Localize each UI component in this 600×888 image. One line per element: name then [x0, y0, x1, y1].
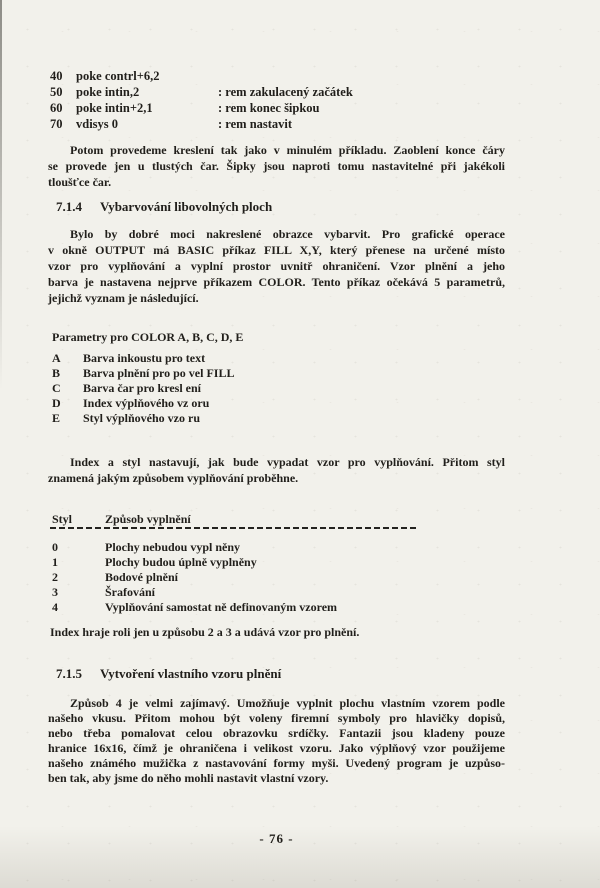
paragraph-line: ben tak, aby jsme do něho mohli nastavit vlastní vzory.	[48, 771, 329, 785]
style-value: 3	[52, 585, 58, 599]
param-key: D	[52, 396, 61, 410]
paragraph-line: barva je nastavena nejprve příkazem COLOR. Tento příkaz očekává 5 parametrů,	[48, 275, 505, 289]
param-desc: Barva čar pro kresl ení	[83, 381, 201, 395]
table-row	[52, 600, 492, 615]
param-key: C	[52, 381, 61, 395]
style-desc: Plochy budou úplně vyplněny	[105, 555, 257, 569]
code-line	[50, 84, 520, 100]
paragraph-line: tloušťce čar.	[48, 175, 112, 189]
code-comment: : rem zakulacený začátek	[218, 85, 353, 99]
scan-edge-shadow	[0, 0, 2, 390]
style-value: 0	[52, 540, 58, 554]
paragraph-line: vzor pro vyplňování a vyplní prostor uvnitř ohraničení. Vzor plnění a jeho	[48, 259, 505, 273]
param-desc: Barva inkoustu pro text	[83, 351, 206, 365]
paragraph-line: Bylo by dobré moci nakreslené obrazce vybarvit. Pro grafické operace	[70, 227, 505, 241]
code-line	[50, 68, 520, 84]
paragraph-line: Způsob 4 je velmi zajímavý. Umožňuje vyplnit plochu vlastním vzorem podle	[70, 696, 505, 710]
list-item	[52, 366, 472, 381]
table-row	[52, 570, 492, 585]
table-row	[52, 555, 492, 570]
style-desc: Vyplňování samostat ně definovaným vzorem	[105, 600, 338, 614]
list-item	[52, 396, 472, 411]
column-header-styl: Styl	[52, 512, 73, 526]
paragraph-line: Potom provedeme kreslení tak jako v minulém příkladu. Zaoblení konce čáry	[70, 143, 505, 157]
paragraph-line: jejichž vyznam je následující.	[48, 291, 199, 305]
param-desc: Barva plnění pro po vel FILL	[83, 366, 235, 380]
code-comment: : rem konec šipkou	[218, 101, 320, 115]
code-statement: poke intin,2	[76, 85, 140, 99]
paragraph-line: se provede jen u tlustých čar. Šipky jsou naproti tomu nastavitelné při jakékoli	[48, 159, 505, 173]
code-comment	[218, 68, 520, 84]
list-item	[52, 381, 472, 396]
code-line-number: 70	[50, 117, 63, 131]
code-line	[50, 100, 520, 116]
page-number: - 76 -	[259, 831, 294, 846]
dashed-divider	[50, 527, 418, 529]
code-statement: vdisys 0	[76, 117, 119, 131]
style-value: 1	[52, 555, 58, 569]
table-row	[52, 585, 492, 600]
style-desc: Bodové plnění	[105, 570, 179, 584]
style-value: 4	[52, 600, 58, 614]
section-heading-714	[56, 199, 496, 215]
color-params-list	[52, 351, 472, 426]
section-number: 7.1.5	[56, 666, 82, 681]
section-number: 7.1.4	[56, 199, 82, 214]
param-key: E	[52, 411, 61, 425]
section-heading-715	[56, 666, 496, 682]
list-item	[52, 411, 472, 426]
param-desc: Styl výplňového vzo ru	[83, 411, 201, 425]
param-desc: Index výplňového vz oru	[83, 396, 210, 410]
style-desc: Šrafování	[105, 585, 156, 599]
table-row	[52, 540, 492, 555]
paragraph-line: našeho vkusu. Přitom mohou být voleny firemní symboly pro hlavičky dopisů,	[48, 711, 505, 725]
paragraph-line: našeho známého mužička z nastavování formy myši. Uvedený program je uzpůso-	[48, 756, 505, 770]
paragraph-drawing	[48, 142, 505, 190]
code-line-number: 50	[50, 85, 63, 99]
style-table-header	[52, 511, 472, 527]
paragraph-line: znamená jakým způsobem vyplňování proběhne.	[48, 471, 299, 485]
paragraph-line: hranice 16x16, čímž je ohraničena i velikost vzoru. Jako výplňový vzor použijeme	[48, 741, 505, 755]
style-value: 2	[52, 570, 58, 584]
code-line	[50, 116, 520, 132]
code-line-number: 40	[50, 69, 63, 83]
code-line-number: 60	[50, 101, 63, 115]
index-note: Index hraje roli jen u způsobu 2 a 3 a udává vzor pro plnění.	[50, 625, 360, 639]
paragraph-line: Index a styl nastavují, jak bude vypadat vzor pro vyplňování. Přitom styl	[70, 455, 505, 469]
paragraph-custom-pattern	[48, 696, 505, 786]
param-key: A	[52, 351, 61, 365]
section-title: Vybarvování libovolných ploch	[100, 199, 273, 214]
code-statement: poke intin+2,1	[76, 101, 153, 115]
code-comment: : rem nastavit	[218, 117, 293, 131]
list-item	[52, 351, 472, 366]
color-params-heading: Parametry pro COLOR A, B, C, D, E	[52, 330, 244, 344]
paragraph-index-styl	[48, 454, 505, 486]
paragraph-fill	[48, 226, 505, 306]
param-key: B	[52, 366, 61, 380]
paragraph-line: nebo třeba pomalovat celou obrazovku srdíčky. Fantazii jsou kladeny pouze	[48, 726, 505, 740]
basic-code-listing	[50, 68, 520, 132]
style-desc: Plochy nebudou vypl něny	[105, 540, 241, 554]
section-title: Vytvoření vlastního vzoru plnění	[100, 666, 282, 681]
code-statement: poke contrl+6,2	[76, 69, 160, 83]
paragraph-line: v okně OUTPUT má BASIC příkaz FILL X,Y, který přenese na určené místo	[48, 243, 505, 257]
style-table-body	[52, 540, 492, 615]
column-header-zpusob: Způsob vyplnění	[105, 512, 191, 526]
